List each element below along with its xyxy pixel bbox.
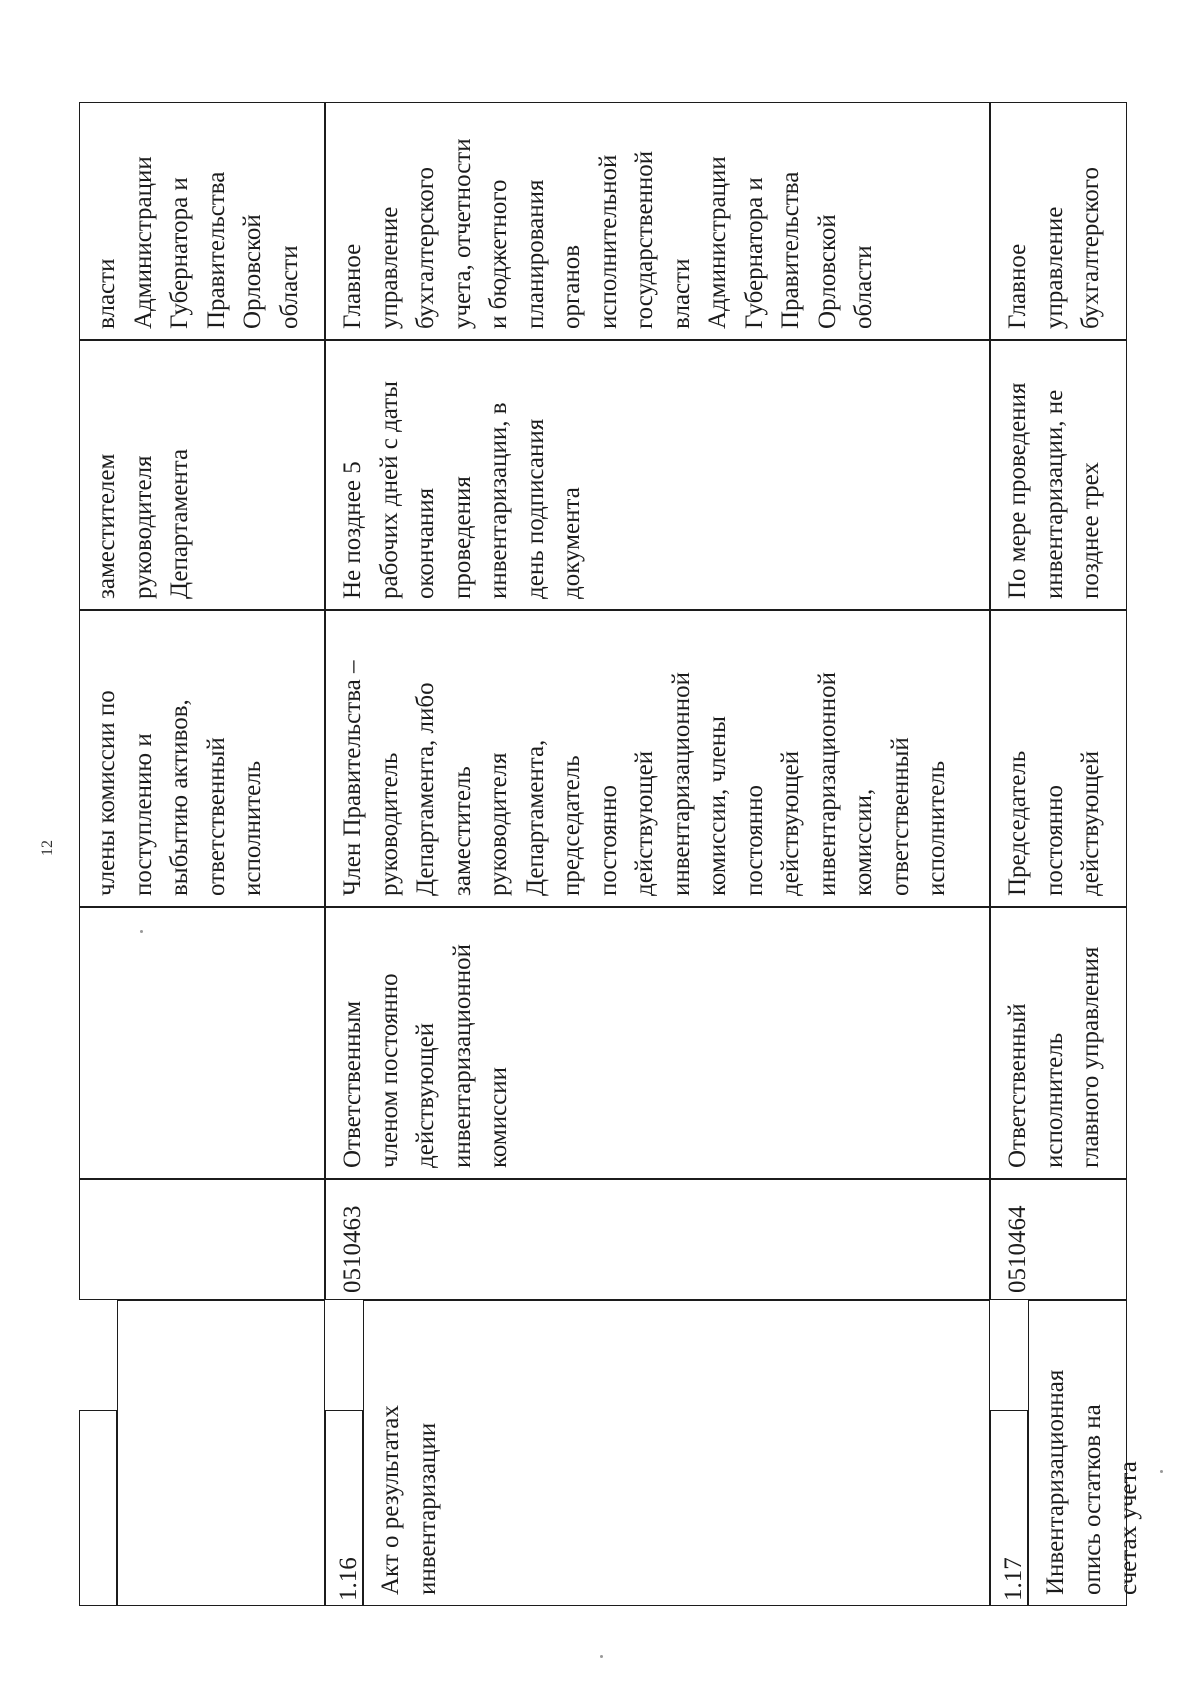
cell-name — [363, 1300, 990, 1606]
cell-text-code: 0510463 — [339, 1205, 366, 1293]
cell-responsible — [990, 907, 1127, 1179]
cell-text-deadline: Не позднее 5 рабочих дней с даты окончания проведения инвентаризации, в день подписания документа — [339, 381, 585, 599]
cell-recipient — [325, 102, 990, 340]
cell-text-number — [80, 1411, 118, 1607]
cell-text-number: 1.16 — [335, 1557, 362, 1601]
cell-text-number: 1.17 — [1000, 1557, 1027, 1601]
cell-text-signers: Член Правительства – руководитель Департамента, либо заместитель руководителя Департамента, председатель постоянно действующей инвентаризационной комиссии, члены постоянно действующей инвентаризационной комиссии, ответственный исполнитель — [339, 660, 950, 896]
cell-deadline — [325, 340, 990, 610]
cell-text-deadline: По мере проведения инвентаризации, не позднее трех — [1004, 382, 1104, 599]
cell-code — [325, 1179, 990, 1300]
cell-name — [117, 1300, 325, 1606]
cell-responsible — [325, 907, 990, 1179]
scan-speck — [600, 1655, 603, 1658]
cell-signers — [325, 610, 990, 907]
cell-text-recipient: Главное управление бухгалтерского — [1004, 167, 1104, 329]
cell-text-recipient: Главное управление бухгалтерского учета, отчетности и бюджетного планирования органов исполнительной государственной власти Администрации Губернатора и Правительства Орловской области — [339, 138, 877, 329]
cell-text-responsible — [80, 908, 326, 1180]
cell-responsible — [79, 907, 325, 1179]
cell-text-signers: члены комиссии по поступлению и выбытию активов, ответственный исполнитель — [93, 690, 266, 896]
cell-recipient — [990, 102, 1127, 340]
cell-code — [79, 1179, 325, 1300]
cell-text-code — [80, 1180, 326, 1301]
cell-number — [325, 1410, 363, 1606]
cell-text-deadline: заместителем руководителя Департамента — [93, 448, 193, 599]
scan-speck — [1160, 1470, 1163, 1473]
cell-deadline — [990, 340, 1127, 610]
cell-text-responsible: Ответственный исполнитель главного управления — [1004, 946, 1104, 1168]
page-number: 12 — [39, 840, 56, 856]
cell-text-responsible: Ответственным членом постоянно действующей инвентаризационной комиссии — [339, 944, 512, 1168]
cell-text-recipient: власти Администрации Губернатора и Правительства Орловской области — [93, 156, 303, 329]
cell-signers — [990, 610, 1127, 907]
cell-deadline — [79, 340, 325, 610]
cell-number — [79, 1410, 117, 1606]
cell-text-name: Инвентаризационная опись остатков на счетах учета — [1042, 1369, 1142, 1595]
cell-text-code: 0510464 — [1004, 1205, 1031, 1293]
cell-text-name — [118, 1301, 326, 1607]
cell-number — [990, 1410, 1028, 1606]
cell-text-signers: Председатель постоянно действующей — [1004, 750, 1104, 896]
scan-speck — [140, 930, 143, 933]
cell-signers — [79, 610, 325, 907]
cell-code — [990, 1179, 1127, 1300]
cell-text-name: Акт о результатах инвентаризации — [377, 1405, 441, 1595]
cell-name — [1028, 1300, 1142, 1606]
cell-recipient — [79, 102, 325, 340]
